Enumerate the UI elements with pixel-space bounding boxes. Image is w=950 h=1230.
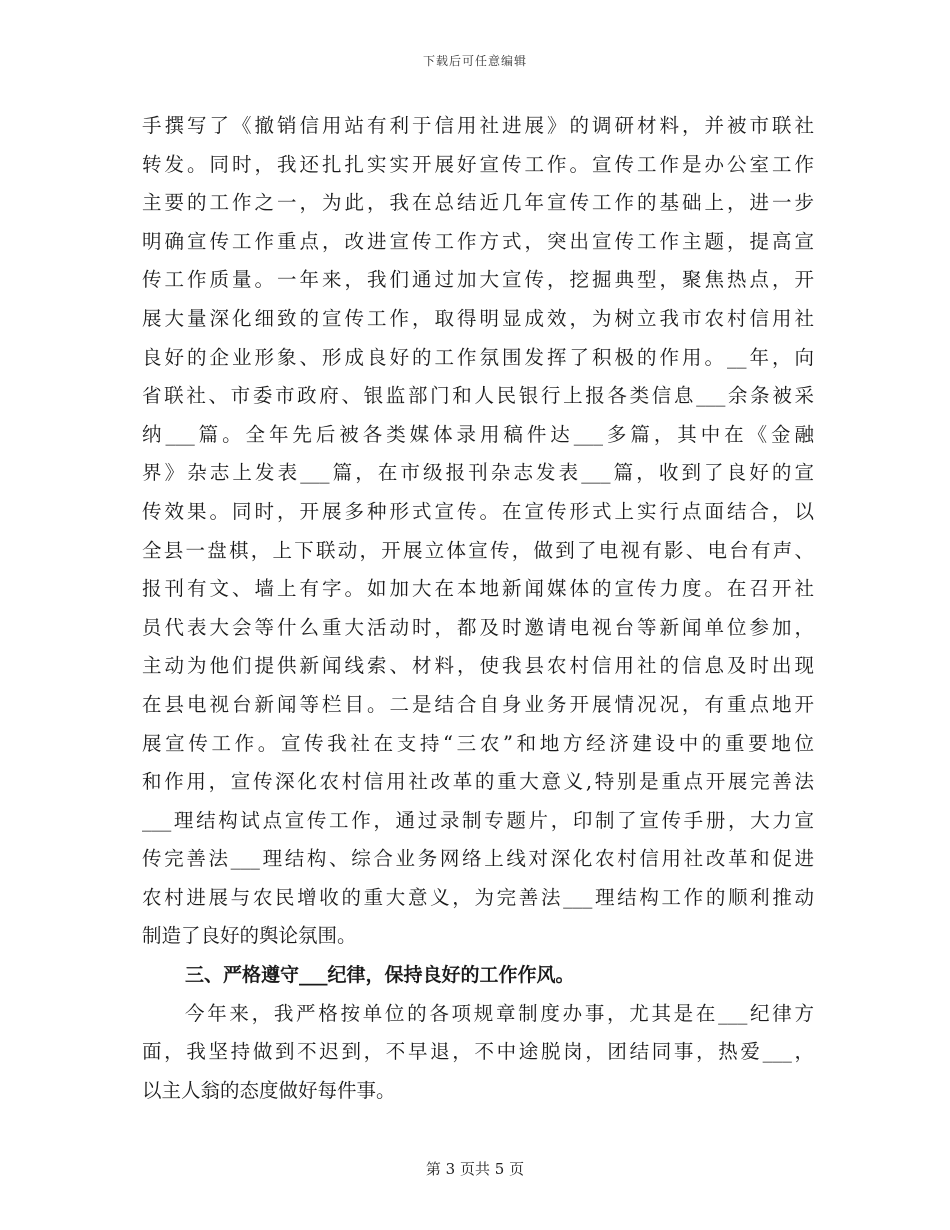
body-line: 在县电视台新闻等栏目。二是结合自身业务开展情况况，有重点地开 [142,692,814,716]
body-line: 展宣传工作。宣传我社在支持“三农”和地方经济建设中的重要地位 [142,731,814,755]
body-line: 手撰写了《撤销信用站有利于信用社进展》的调研材料，并被市联社 [142,114,814,137]
page-header: 下载后可任意编辑 [422,54,527,68]
body-line: 全县一盘棋，上下联动，开展立体宣传，做到了电视有影、电台有声、 [142,538,814,562]
body-line: 良好的企业形象、形成良好的工作氛围发挥了积极的作用。__年，向 [142,345,814,369]
document-body [142,107,814,1110]
body-line: 员代表大会等什么重大活动时，都及时邀请电视台等新闻单位参加， [142,615,814,639]
body-line: 省联社、市委市政府、银监部门和人民银行上报各类信息___余条被采 [142,384,814,408]
body-line: 转发。同时，我还扎扎实实开展好宣传工作。宣传工作是办公室工作 [142,152,814,176]
body-line: 和作用，宣传深化农村信用社改革的重大意义,特别是重点开展完善法 [142,770,814,794]
section-heading: 三、严格遵守___纪律，保持良好的工作作风。 [185,964,575,987]
body-line: 传完善法___理结构、综合业务网络上线对深化农村信用社改革和促进 [142,847,814,871]
body-line: 展大量深化细致的宣传工作，取得明显成效，为树立我市农村信用社 [142,306,814,330]
body-line: 传工作质量。一年来，我们通过加大宣传，挖掘典型，聚焦热点，开 [142,268,814,292]
body-line: 制造了良好的舆论氛围。 [142,924,357,948]
body-line: 界》杂志上发表___篇，在市级报刊杂志发表___篇，收到了良好的宣 [142,461,814,485]
body-line: 主动为他们提供新闻线索、材料，使我县农村信用社的信息及时出现 [142,654,814,678]
body-line: 报刊有文、墙上有字。如加大在本地新闻媒体的宣传力度。在召开社 [142,577,814,601]
body-line: 传效果。同时，开展多种形式宣传。在宣传形式上实行点面结合，以 [142,499,814,523]
paragraph-line: 面，我坚持做到不迟到，不早退，不中途脱岗，团结同事，热爱___， [142,1040,814,1064]
paragraph-line: 以主人翁的态度做好每件事。 [142,1078,396,1102]
paragraph-line: 今年来，我严格按单位的各项规章制度办事，尤其是在___纪律方 [185,1001,814,1025]
body-line: 主要的工作之一，为此，我在总结近几年宣传工作的基础上，进一步 [142,191,814,215]
body-line: 农村进展与农民增收的重大意义，为完善法___理结构工作的顺利推动 [142,885,814,909]
body-line: 明确宣传工作重点，改进宣传工作方式，突出宣传工作主题，提高宣 [142,229,814,253]
body-line: ___理结构试点宣传工作，通过录制专题片，印制了宣传手册，大力宣 [142,808,814,832]
page-number-footer: 第 3 页共 5 页 [425,1160,525,1178]
body-line: 纳___篇。全年先后被各类媒体录用稿件达___多篇，其中在《金融 [142,422,814,446]
